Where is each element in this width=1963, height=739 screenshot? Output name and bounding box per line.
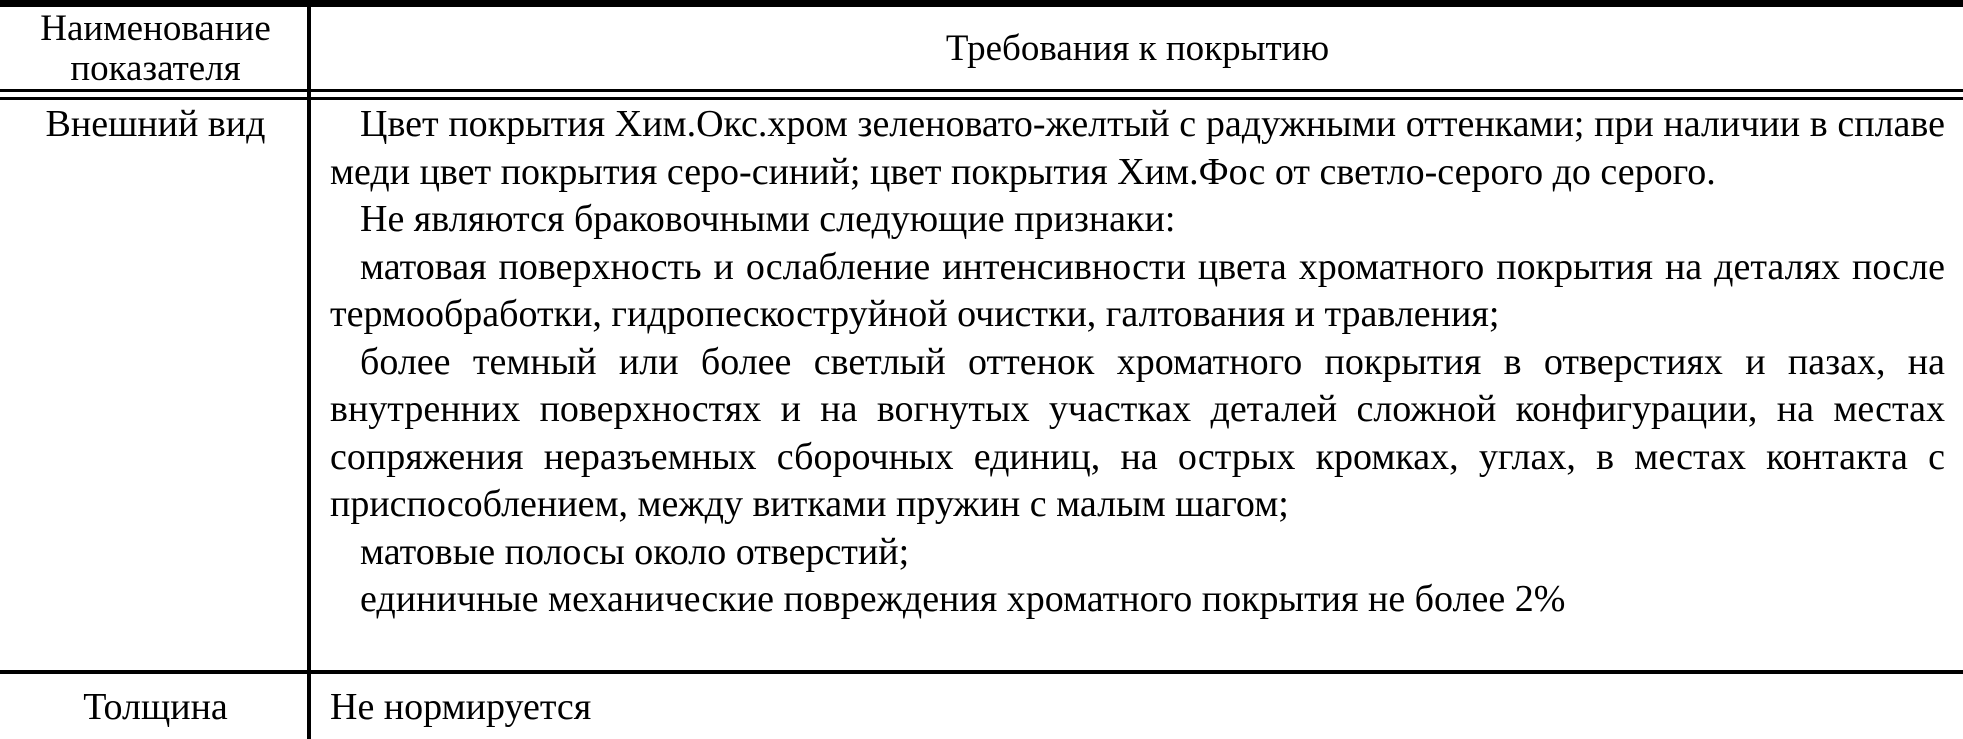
header-cell-indicator-name: Наименование показателя: [40, 8, 271, 89]
column-divider: [307, 7, 311, 739]
table-row-thickness: [0, 674, 1963, 739]
paragraph-matte-surface: матовая поверхность и ослабление интенсивности цвета хроматного покрытия на деталях после термообработки, гидропескоструйной очистки, галтования и травления;: [330, 245, 1945, 335]
row-label-appearance: Внешний вид: [45, 103, 266, 145]
thickness-requirement-cell: Не нормируется: [330, 686, 592, 728]
header-cell-requirements: Требования к покрытию: [945, 27, 1330, 69]
appearance-requirements-cell: [311, 100, 1963, 670]
header-double-rule: [0, 89, 1963, 100]
paragraph-mechanical-damage: единичные механические повреждения хроматного покрытия не более 2%: [360, 578, 1566, 620]
row-label-thickness: Толщина: [83, 686, 228, 728]
table-header-row: [0, 7, 1963, 89]
paragraph-matte-stripes: матовые полосы около отверстий;: [360, 530, 910, 573]
paragraph-darker-lighter-shade: более темный или более светлый оттенок хроматного покрытия в отверстиях и пазах, на внутренних поверхностях и на вогнутых участках деталей сложной конфигурации, на местах сопряжения неразъемных сборочных единиц, на острых кромках, углах, в местах контакта с приспособлением, между витками пружин с малым шагом;: [330, 340, 1945, 525]
table-row-appearance: [0, 100, 1963, 670]
paragraph-not-defects-intro: Не являются браковочными следующие признаки:: [360, 198, 1176, 240]
paragraph-color: Цвет покрытия Хим.Окс.хром зеленовато-желтый с радужными оттенками; при наличии в сплаве меди цвет покрытия серо-синий; цвет покрытия Хим.Фос от светло-серого до серого.: [330, 103, 1945, 193]
